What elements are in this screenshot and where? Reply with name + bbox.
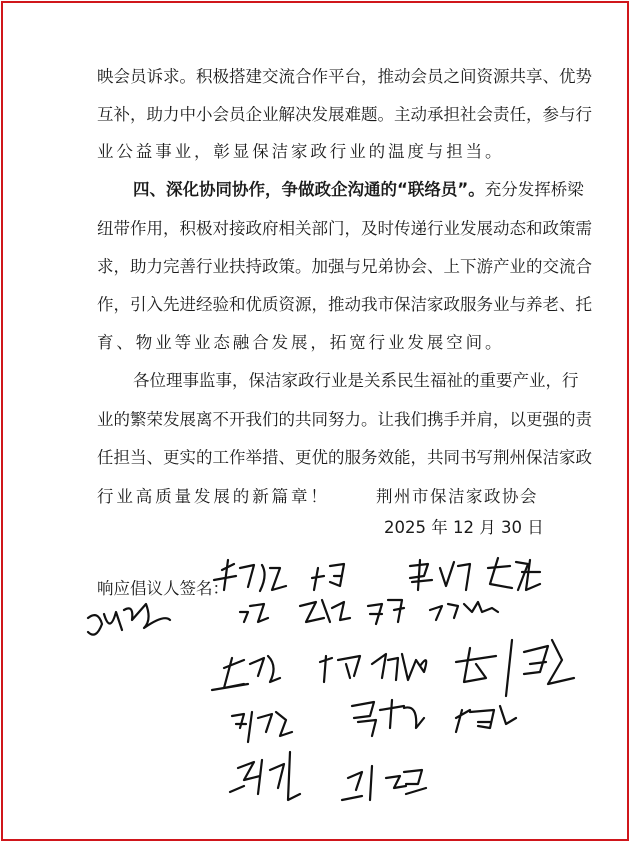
body-line: 求，助力完善行业扶持政策。加强与兄弟协会、上下游产业的交流合 xyxy=(97,257,592,276)
body-line: 业公益事业，彰显保洁家政行业的温度与担当。 xyxy=(97,142,505,161)
signature xyxy=(410,560,470,590)
signature xyxy=(214,560,286,591)
signature-label: 响应倡议人签名： xyxy=(97,579,229,598)
body-line: 行业高质量发展的新篇章！ xyxy=(97,487,330,506)
body-line: 纽带作用，积极对接政府相关部门，及时传递行业发展动态和政策需 xyxy=(97,219,592,238)
signature xyxy=(352,700,424,736)
body-line: 作，引入先进经验和优质资源，推动我市保洁家政服务业与养老、托 xyxy=(97,295,592,314)
organization-name: 荆州市保洁家政协会 xyxy=(376,487,538,506)
signature xyxy=(312,564,344,590)
signature xyxy=(368,600,404,624)
issue-date: 2025 年 12 月 30 日 xyxy=(384,518,544,537)
body-line: 互补，助力中小会员企业解决发展难题。主动承担社会责任，参与行 xyxy=(97,105,592,124)
body-line: 映会员诉求。积极搭建交流合作平台，推动会员之间资源共享、优势 xyxy=(97,67,592,86)
signature xyxy=(456,640,574,696)
signature xyxy=(232,712,292,742)
signature xyxy=(300,600,350,622)
signature xyxy=(230,752,300,800)
signature xyxy=(342,766,426,800)
body-line: 育、物业等业态融合发展，拓宽行业发展空间。 xyxy=(97,333,505,352)
body-line: 业的繁荣发展离不开我们的共同努力。让我们携手并肩，以更强的责 xyxy=(97,410,592,429)
signature xyxy=(456,706,516,732)
signature xyxy=(372,654,426,680)
signature xyxy=(320,656,360,682)
signature xyxy=(488,558,540,590)
signature xyxy=(212,656,280,690)
section-4-heading: 四、深化协同协作，争做政企沟通的“联络员”。 xyxy=(133,180,485,199)
body-line: 任担当、更实的工作举措、更优的服务效能，共同书写荆州保洁家政 xyxy=(97,448,592,467)
signature xyxy=(430,602,498,620)
section-4-text: 充分发挥桥梁 xyxy=(484,180,584,199)
signature xyxy=(240,604,268,622)
signature xyxy=(88,604,170,635)
body-line: 各位理事监事，保洁家政行业是关系民生福祉的重要产业，行 xyxy=(133,371,579,390)
